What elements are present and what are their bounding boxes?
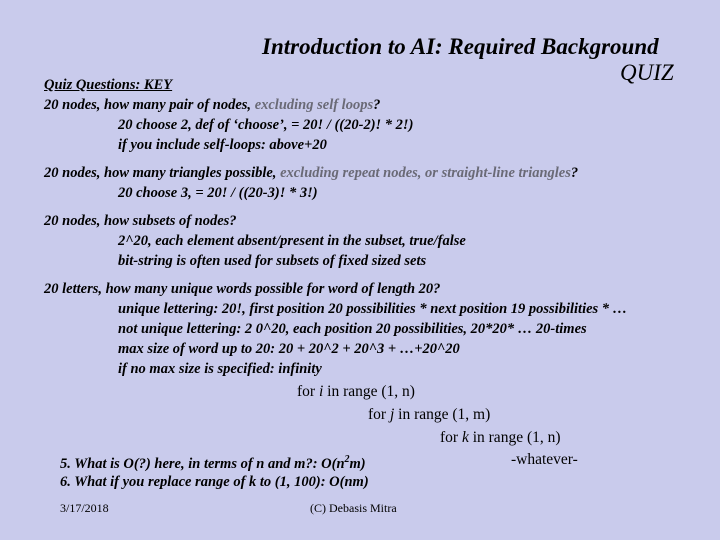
footer-date: 3/17/2018 (60, 501, 109, 515)
q2-gray-text: excluding repeat nodes, or straight-line triangles (280, 165, 571, 181)
code-var-i: i (318, 383, 324, 400)
q1-qmark: ? (373, 97, 381, 113)
q6-line: 6. What if you replace range of k to (1, 100): O(nm) (60, 474, 369, 490)
code-range-1: in range (1, n) (323, 383, 415, 400)
q1-line-2: 20 choose 2, def of ‘choose’, = 20! / ((20-2)! * 2!) (118, 117, 414, 133)
q2-qmark: ? (570, 165, 579, 181)
slide-title: Introduction to AI: Required Background (262, 34, 659, 59)
code-var-k: k (461, 429, 469, 446)
q5-superscript: 2 (344, 454, 350, 465)
code-range-2: in range (1, m) (394, 406, 491, 423)
q1-line-3: if you include self-loops: above+20 (118, 137, 327, 153)
code-line-4: -whatever- (511, 451, 578, 468)
q5-text-end: m) (349, 455, 366, 472)
quiz-heading: Quiz Questions: KEY (44, 77, 173, 93)
q4-line-5: if no max size is specified: infinity (118, 361, 322, 377)
q4-line-2: unique lettering: 20!, first position 20 possibilities * next position 19 possibilities * … (118, 301, 628, 317)
q2-text: 20 nodes, how many triangles possible, (44, 165, 281, 181)
q1-text: 20 nodes, how many pair of nodes, (44, 97, 255, 113)
quiz-label: QUIZ (620, 60, 674, 85)
q4-line-3: not unique lettering: 2 0^20, each position 20 possibilities, 20*20* … 20-times (118, 321, 587, 337)
code-var-j: j (389, 406, 395, 423)
q5-line (60, 454, 366, 473)
q3-line-3: bit-string is often used for subsets of fixed sized sets (118, 253, 427, 269)
q4-line-4: max size of word up to 20: 20 + 20^2 + 20^3 + …+20^20 (118, 341, 460, 357)
q4-line-1: 20 letters, how many unique words possible for word of length 20? (44, 281, 441, 297)
q3-line-1: 20 nodes, how subsets of nodes? (44, 213, 237, 229)
code-for-1: for (297, 383, 319, 400)
code-for-3: for (440, 429, 462, 446)
q5-text: 5. What is O(?) here, in terms of n and m?: O(n (60, 455, 345, 472)
code-line-3 (440, 429, 561, 447)
q2-line-2: 20 choose 3, = 20! / ((20-3)! * 3!) (118, 185, 318, 201)
code-range-3: in range (1, n) (468, 429, 561, 446)
code-for-2: for (368, 406, 390, 423)
footer-credit: (C) Debasis Mitra (310, 501, 397, 515)
q1-gray-text: excluding self loops (254, 97, 374, 113)
q2-line-1 (44, 165, 578, 182)
q3-line-2: 2^20, each element absent/present in the subset, true/false (118, 233, 466, 249)
code-line-1 (297, 383, 415, 401)
code-line-2 (368, 406, 490, 424)
q1-line-1 (44, 97, 380, 114)
